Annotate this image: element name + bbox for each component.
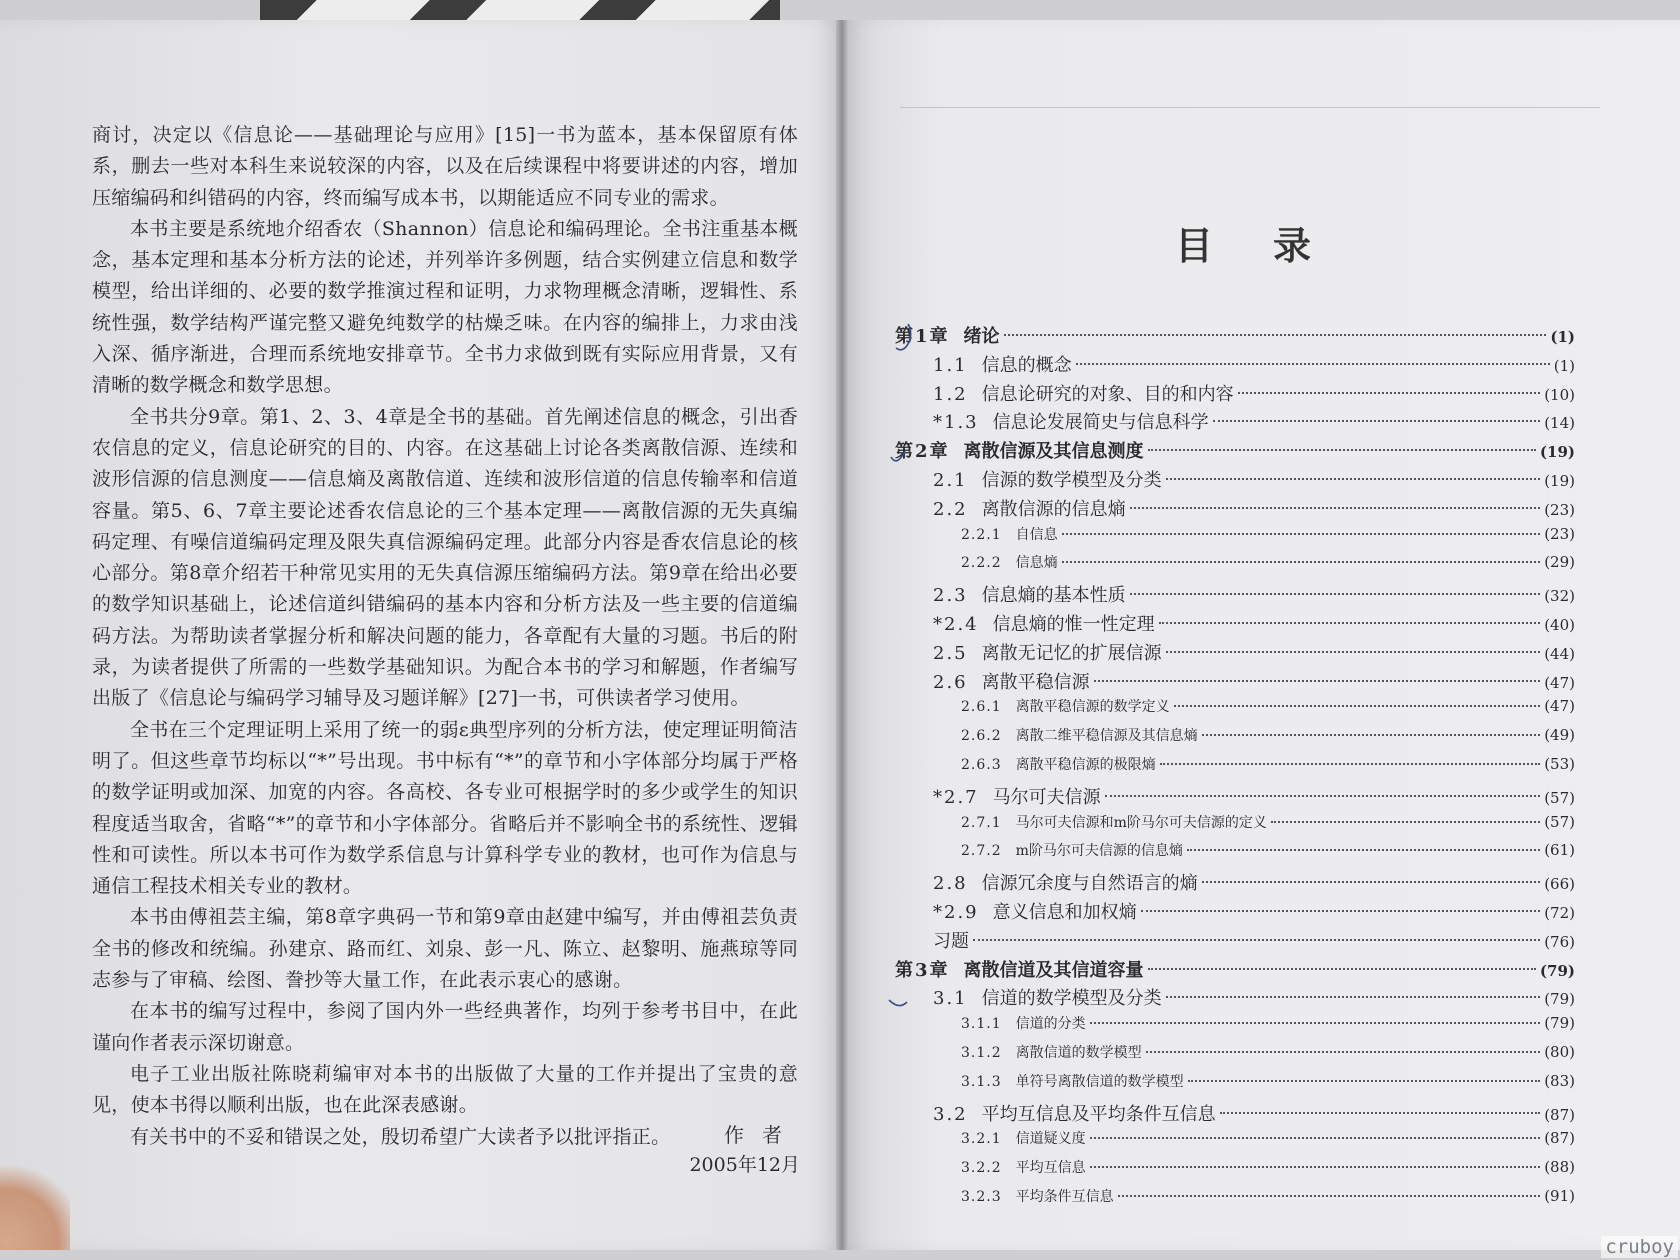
toc-entry-number: 2.3 — [933, 585, 968, 607]
toc-entry — [895, 322, 1575, 348]
pen-mark-icon — [890, 320, 930, 360]
toc-entry — [895, 725, 1575, 745]
toc-entry-label — [933, 869, 1198, 895]
preface-paragraph-8: 有关书中的不妥和错误之处，殷切希望广大读者予以批评指正。 — [130, 1125, 671, 1148]
toc-dot-leader — [1105, 795, 1541, 797]
toc-entry-page: (88) — [1544, 1158, 1575, 1177]
preface-paragraph-6: 在本书的编写过程中，参阅了国内外一些经典著作，均列于参考书目中，在此谨向作者表示深切谢意。 — [92, 1000, 798, 1054]
toc-dot-leader — [1159, 622, 1541, 624]
toc-entry-number: 2.8 — [933, 873, 968, 895]
toc-entry-label — [961, 1186, 1114, 1206]
toc-entry-label — [895, 956, 1144, 982]
toc-entry — [895, 552, 1575, 572]
toc-entry-page: (61) — [1544, 841, 1575, 860]
toc-dot-leader — [1130, 507, 1541, 509]
toc-entry-number: 2.6.3 — [961, 757, 1002, 773]
toc-entry-page: (80) — [1544, 1043, 1575, 1061]
toc-dot-leader — [1188, 1080, 1541, 1082]
toc-entry-title: 习题 — [933, 930, 969, 952]
preface-paragraph-3: 全书共分9章。第1、2、3、4章是全书的基础。首先阐述信息的概念，引出香农信息的定义，信息论研究的目的、内容。在这基础上讨论各类离散信源、连续和波形信源的信息测度——信息熵及离散信道、连续和波形信道的信息传输率和信道容量。第5、6、7章主要论述香农信息论的三个基本定理——离散信源的无失真编码定理、有噪信道编码定理及限失真信源编码定理。此部分内容是香农信息论的核心部分。第8章介绍若干种常见实用的无失真信源压缩编码方法。第9章在给出必要的数学知识基础上，论述信道纠错编码的基本内容和分析方法及一些主要的信道编码方法。为帮助读者掌握分析和解决问题的能力，各章配有大量的习题。书后的附录，为读者提供了所需的一些数学基础知识。为配合本书的学习和解题，作者编写出版了《信息论与编码学习辅导及习题详解》[27]一书，可供读者学习使用。 — [92, 405, 798, 710]
thumb — [0, 1160, 70, 1250]
toc-entry — [895, 1157, 1575, 1177]
toc-entry-label — [933, 495, 1126, 521]
preface-paragraph — [92, 214, 798, 402]
toc-entry-page: (79) — [1544, 990, 1575, 1009]
toc-dot-leader — [1076, 363, 1550, 365]
toc-entry — [895, 984, 1575, 1010]
toc-dot-leader — [1094, 680, 1541, 682]
preface-text — [92, 120, 798, 1153]
toc-entry-number: 3.1.1 — [961, 1016, 1002, 1033]
toc-entry-page: (66) — [1544, 875, 1575, 894]
toc-entry-title: 信息熵 — [1015, 555, 1058, 572]
toc-entry-label — [961, 754, 1156, 774]
preface-date: 2005年12月 — [689, 1154, 800, 1176]
toc-entry-page: (29) — [1544, 553, 1575, 572]
toc-entry — [895, 1013, 1575, 1033]
toc-entry-page: (19) — [1539, 443, 1575, 462]
toc-entry-title: 平均互信息及平均条件互信息 — [981, 1103, 1216, 1125]
toc-entry-title: 信息论发展简史与信息科学 — [992, 412, 1209, 434]
toc-entry — [895, 668, 1575, 694]
toc-entry — [895, 927, 1575, 953]
toc-entry-title: 离散平稳信源的极限熵 — [1015, 757, 1156, 773]
toc-entry-title: 自信息 — [1015, 526, 1058, 543]
toc-entry-page: (79) — [1539, 961, 1575, 980]
toc-entry — [895, 840, 1575, 860]
toc-entry-label — [933, 783, 1101, 809]
toc-entry-label — [961, 1157, 1086, 1177]
toc-entry-label — [961, 1128, 1086, 1148]
toc-entry-number: *2.9 — [933, 902, 979, 923]
toc-entry-page: (76) — [1544, 932, 1575, 951]
toc-entry-label — [961, 524, 1058, 544]
toc-entry — [895, 812, 1575, 832]
toc-entry-page: (44) — [1544, 644, 1575, 663]
toc-entry-title: 绪论 — [963, 326, 1000, 347]
toc-entry-title: 意义信息和加权熵 — [992, 902, 1137, 923]
toc-entry-page: (1) — [1553, 356, 1575, 375]
toc-entry-title: 平均互信息 — [1015, 1160, 1086, 1177]
toc-entry-number: *2.7 — [933, 786, 979, 808]
toc-entry-label — [961, 696, 1170, 716]
toc-entry-number: 3.2.1 — [961, 1131, 1002, 1148]
toc-entry-number: 2.2 — [933, 498, 968, 520]
pen-mark-icon — [885, 980, 925, 1020]
toc-entry-number: 2.5 — [933, 642, 968, 664]
toc-dot-leader — [1220, 1112, 1541, 1114]
toc-entry-number: 3.1.3 — [961, 1073, 1002, 1090]
toc-entry-number: 第1章 — [895, 326, 950, 347]
toc-dot-leader — [1090, 1022, 1541, 1024]
toc-entry-page: (32) — [1544, 587, 1575, 606]
toc-entry — [895, 495, 1575, 521]
toc-entry-label — [895, 437, 1144, 463]
toc-entry-page: (53) — [1544, 755, 1575, 773]
preface-paragraph — [92, 120, 798, 214]
toc-entry — [895, 898, 1575, 924]
toc-entry — [895, 380, 1575, 406]
toc-entry-page: (57) — [1544, 812, 1575, 831]
toc-dot-leader — [1166, 651, 1541, 653]
toc-dot-leader — [1118, 1195, 1541, 1197]
faint-header-line — [900, 85, 1600, 108]
toc-entry — [895, 524, 1575, 544]
toc-entry-label — [933, 380, 1234, 406]
toc-entry-label — [961, 725, 1198, 745]
toc-entry-label — [933, 610, 1155, 636]
toc-dot-leader — [1202, 881, 1541, 883]
toc-entry — [895, 1042, 1575, 1062]
toc-entry — [895, 351, 1575, 377]
preface-paragraph — [92, 402, 798, 715]
toc-dot-leader — [1062, 533, 1541, 535]
toc-entry-number: 2.7.2 — [961, 843, 1002, 860]
toc-entry-label — [933, 668, 1090, 694]
toc-entry-number: 第2章 — [895, 441, 950, 463]
toc-entry-label — [961, 552, 1058, 572]
toc-dot-leader — [1062, 561, 1541, 563]
toc-entry-title: 马尔可夫信源 — [992, 786, 1101, 808]
toc-entry-page: (83) — [1544, 1071, 1575, 1090]
book-gutter — [836, 20, 848, 1250]
toc-entry-title: 平均条件互信息 — [1015, 1189, 1114, 1205]
toc-entry-label — [933, 898, 1137, 924]
preface-paragraph-1: 商讨，决定以《信息论——基础理论与应用》[15]一书为蓝本，基本保留原有体系，删去一些对本科生来说较深的内容，以及在后续课程中将要讲述的内容，增加压缩编码和纠错码的内容，终而编写成本书，以期能适应不同专业的需求。 — [92, 124, 798, 209]
toc-dot-leader — [1141, 910, 1541, 912]
toc-entry-title: 信道的分类 — [1015, 1016, 1086, 1033]
toc-entry-number: 3.1.2 — [961, 1045, 1002, 1061]
toc-entry-label — [933, 1100, 1216, 1126]
toc-entry-page: (47) — [1544, 697, 1575, 716]
toc-entry-title: 信息论研究的对象、目的和内容 — [981, 383, 1234, 405]
toc-dot-leader — [1187, 849, 1540, 851]
toc-entry-page: (57) — [1544, 788, 1575, 807]
toc-entry-number: 2.6 — [933, 671, 968, 693]
toc-entry-number: 3.2.2 — [961, 1160, 1002, 1177]
toc-entry — [895, 696, 1575, 716]
toc-entry-page: (87) — [1544, 1105, 1575, 1124]
toc-entry-title: 离散二维平稳信源及其信息熵 — [1015, 728, 1198, 745]
watermark: cruboy — [1601, 1236, 1678, 1258]
toc-entry-page: (23) — [1544, 500, 1575, 519]
toc-entry-title: 离散信道的数学模型 — [1015, 1045, 1142, 1061]
toc-entry — [895, 1100, 1575, 1126]
toc-dot-leader — [1166, 996, 1541, 998]
toc-entry-number: 2.2.1 — [961, 526, 1002, 543]
toc-entry-number: 2.2.2 — [961, 555, 1002, 572]
toc-entry — [895, 581, 1575, 607]
toc-entry-page: (23) — [1544, 524, 1575, 543]
toc-dot-leader — [1004, 334, 1547, 336]
toc-entry-number: 1.2 — [933, 383, 968, 405]
toc-entry-label — [933, 927, 969, 953]
toc-entry — [895, 1071, 1575, 1091]
toc-entry — [895, 610, 1575, 636]
toc-entry-title: 离散信源及其信息测度 — [963, 441, 1144, 463]
preface-paragraph-4: 全书在三个定理证明上采用了统一的弱ε典型序列的分析方法，使定理证明简洁明了。但这些章节均标以“*”号出现。书中标有“*”的章节和小字体部分均属于严格的数学证明或加深、加宽的内容。各高校、各专业可根据学时的多少或学生的知识程度适当取舍，省略“*”的章节和小字体部分。省略后并不影响全书的系统性、逻辑性和可读性。所以本书可作为数学系信息与计算科学专业的教材，也可作为信息与通信工程技术相关专业的教材。 — [92, 718, 798, 898]
toc-entry — [895, 1128, 1575, 1148]
toc-entry — [895, 437, 1575, 463]
toc-entry-page: (49) — [1544, 726, 1575, 745]
toc-entry-title: 信源冗余度与自然语言的熵 — [981, 873, 1198, 895]
preface-paragraph — [92, 1059, 798, 1122]
toc-entry-title: 信道疑义度 — [1015, 1131, 1086, 1148]
author-signature: 作者 — [724, 1123, 800, 1147]
toc-entry-title: 信源的数学模型及分类 — [981, 470, 1162, 491]
toc-entry-title: m阶马尔可夫信源的信息熵 — [1015, 843, 1183, 860]
preface-paragraph-2: 本书主要是系统地介绍香农（Shannon）信息论和编码理论。全书注重基本概念，基本定理和基本分析方法的论述，并列举许多例题，结合实例建立信息和数学模型，给出详细的、必要的数学推演过程和证明，力求物理概念清晰，逻辑性、系统性强，数学结构严谨完整又避免纯数学的枯燥乏味。在内容的编排上，力求由浅入深、循序渐进，合理而系统地安排章节。全书力求做到既有实际应用背景，又有清晰的数学概念和数学思想。 — [92, 217, 798, 397]
toc-entry-number: 2.1 — [933, 470, 968, 491]
toc-entry-title: 离散平稳信源 — [981, 671, 1090, 693]
toc-entry-label — [933, 351, 1072, 377]
toc-entry-title: 离散信源的信息熵 — [981, 498, 1126, 520]
toc-entry-page: (1) — [1550, 328, 1575, 346]
toc-entry-page: (72) — [1544, 904, 1575, 922]
toc-entry-number: *1.3 — [933, 412, 979, 434]
toc-entry — [895, 466, 1575, 492]
toc-dot-leader — [1271, 821, 1540, 823]
toc-entry-label — [933, 466, 1162, 492]
toc-entry-title: 离散信道及其信道容量 — [963, 959, 1144, 981]
toc-entry-number: 2.6.2 — [961, 728, 1002, 745]
preface-paragraph — [92, 996, 798, 1059]
toc-entry-number: 3.1 — [933, 988, 968, 1010]
toc-entry-title: 信息熵的惟一性定理 — [992, 614, 1155, 635]
toc-entry-title: 信息的概念 — [981, 354, 1072, 376]
toc-dot-leader — [1146, 1051, 1541, 1053]
toc-entry-title: 信道的数学模型及分类 — [981, 988, 1162, 1010]
toc-entry — [895, 1186, 1575, 1206]
toc-dot-leader — [1238, 392, 1541, 394]
toc-entry-number: *2.4 — [933, 614, 979, 635]
toc-entry-label — [961, 812, 1267, 832]
preface-paragraph — [92, 715, 798, 903]
toc-dot-leader — [1213, 420, 1541, 422]
toc-entry-number: 1.1 — [933, 354, 968, 376]
toc-entry-number: 3.2 — [933, 1103, 968, 1125]
toc-entry-page: (87) — [1544, 1129, 1575, 1148]
toc-dot-leader — [1174, 705, 1541, 707]
toc-dot-leader — [1130, 593, 1541, 595]
toc-entry-page: (91) — [1544, 1187, 1575, 1205]
toc-entry-number: 2.6.1 — [961, 699, 1002, 716]
toc-dot-leader — [1160, 763, 1541, 765]
toc-entry-page: (19) — [1544, 472, 1575, 490]
toc-dot-leader — [1090, 1166, 1541, 1168]
toc-entry-page: (47) — [1544, 673, 1575, 692]
toc-entry-label — [933, 581, 1126, 607]
toc-dot-leader — [1202, 734, 1541, 736]
toc-entry-label — [933, 408, 1209, 434]
toc-entry — [895, 783, 1575, 809]
toc-entry-title: 离散平稳信源的数学定义 — [1015, 699, 1170, 716]
toc-dot-leader — [1166, 478, 1541, 480]
toc-entry-title: 离散无记忆的扩展信源 — [981, 642, 1162, 664]
toc-entry-label — [933, 639, 1162, 665]
toc-entry-label — [961, 840, 1183, 860]
toc-entry — [895, 754, 1575, 774]
toc-entry-title: 马尔可夫信源和m阶马尔可夫信源的定义 — [1015, 814, 1267, 831]
toc-entry-label — [961, 1013, 1086, 1033]
preface-paragraph-5: 本书由傅祖芸主编，第8章字典码一节和第9章由赵建中编写，并由傅祖芸负责全书的修改和统编。孙建京、路而红、刘泉、彭一凡、陈立、赵黎明、施燕琼等同志参与了审稿、绘图、誊抄等大量工作，在此表示衷心的感谢。 — [92, 906, 798, 992]
toc-entry-label — [933, 984, 1162, 1010]
toc-entry-page: (10) — [1544, 385, 1575, 404]
preface-paragraph — [92, 902, 798, 996]
toc-dot-leader — [1090, 1137, 1541, 1139]
toc-entry-page: (14) — [1544, 414, 1575, 433]
toc-entry-title: 单符号离散信道的数学模型 — [1015, 1073, 1184, 1090]
toc-entry — [895, 869, 1575, 895]
toc-entry-page: (40) — [1544, 616, 1575, 634]
preface-paragraph-7: 电子工业出版社陈晓莉编审对本书的出版做了大量的工作并提出了宝贵的意见，使本书得以顺利出版，也在此深表感谢。 — [92, 1062, 798, 1117]
pen-mark-icon — [885, 433, 925, 473]
toc-entry-number: 第3章 — [895, 959, 950, 981]
toc-entry-page: (79) — [1544, 1014, 1575, 1033]
toc-entry-number: 2.7.1 — [961, 814, 1002, 831]
toc-entry-label — [961, 1071, 1184, 1091]
toc-entry — [895, 408, 1575, 434]
toc-title: 目录 — [1175, 223, 1372, 268]
toc-dot-leader — [973, 939, 1540, 941]
toc-entry-title: 信息熵的基本性质 — [981, 585, 1126, 607]
toc-dot-leader — [1148, 449, 1536, 451]
toc-entry — [895, 639, 1575, 665]
toc-entry-label — [961, 1042, 1142, 1062]
toc-entry-number: 3.2.3 — [961, 1189, 1002, 1205]
toc-entry — [895, 956, 1575, 982]
toc-dot-leader — [1148, 968, 1536, 970]
